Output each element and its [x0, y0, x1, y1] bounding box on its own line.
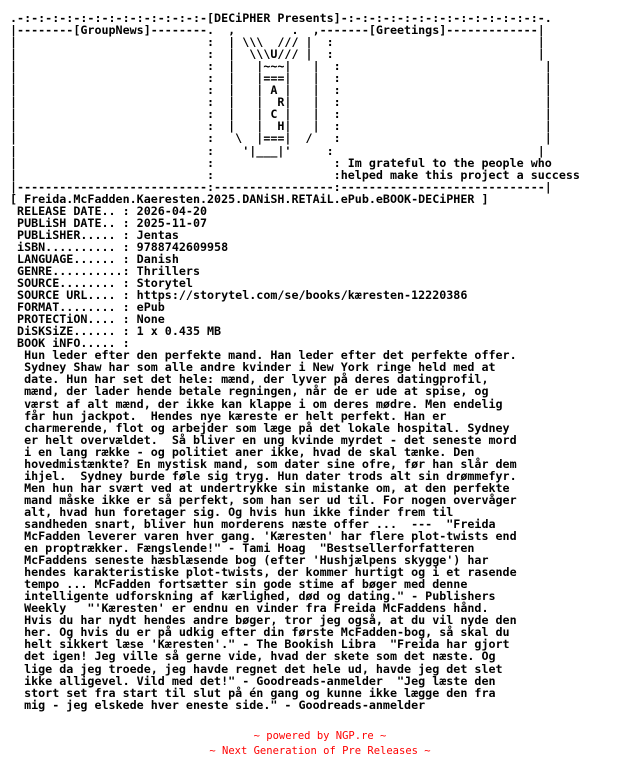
nfo-line: | : '|___|' : |: [10, 143, 545, 158]
nfo-line: DiSKSiZE...... : 1 x 0.435 MB: [10, 324, 222, 339]
nfo-line: får hun jackpot. Hendes nye kæreste er helt perfekt. Han er: [10, 408, 447, 423]
nfo-line: McFadden leverer varen hver gang. 'Kæresten' har flere plot-twists end: [10, 529, 517, 544]
nfo-line: Weekly "'Kæresten' er endnu en vinder fra Freida McFaddens hånd.: [10, 601, 489, 616]
nfo-line: intelligente udforskning af kærlighed, død og dating." - Publishers: [10, 589, 496, 604]
nfo-line: | : | | H| | : |: [10, 119, 552, 134]
nfo-line: charmerende, flot og arbejder som læge på det lokale hospital. Sydney: [10, 420, 510, 435]
nfo-line: |---------------------------:-----------------:-----------------------------|: [10, 179, 552, 194]
nfo-line: | : | \\\ /// | : |: [10, 35, 545, 50]
nfo-line: stort set fra start til slut på én gang og kunne ikke lægge den fra: [10, 685, 496, 700]
nfo-line: ikke alligevel. Vild med det!" - Goodreads-anmelder "Jeg læste den: [10, 673, 496, 688]
nfo-line: mig - jeg elskede hver eneste side." - Goodreads-anmelder: [10, 697, 426, 712]
nfo-line: GENRE..........: Thrillers: [10, 263, 200, 278]
nfo-line: McFaddens seneste hæsblæsende bog (efter 'Hushjælpens skygge') har: [10, 553, 489, 568]
nfo-line: Sydney Shaw har som alle andre kvinder i New York ringe held med at: [10, 360, 496, 375]
nfo-line: | : :helped make this project a success: [10, 167, 580, 182]
nfo-line: date. Hun har set det hele: mænd, der lyver på deres datingprofil,: [10, 372, 489, 387]
nfo-line: PUBLiSHER..... : Jentas: [10, 227, 179, 242]
nfo-line: | : : Im grateful to the people who: [10, 155, 552, 170]
nfo-line: | : | | C | | : |: [10, 107, 552, 122]
nfo-line: tempo ... McFadden fortsætter sin gode stime af bøger med denne: [10, 577, 468, 592]
nfo-line: i en lang række - og politiet aner ikke, hvad de skal tænke. Den: [10, 444, 475, 459]
nfo-line: SOURCE URL.... : https://storytel.com/se/books/kæresten-12220386: [10, 288, 468, 303]
nfo-line: | : | |~~~| | : |: [10, 59, 552, 74]
nfo-line: en proptrækker. Fængslende!" - Tami Hoag "Bestsellerforfatteren: [10, 541, 475, 556]
nfo-line: | : | | R| | : |: [10, 95, 552, 110]
nfo-text: [10, 12, 580, 711]
nfo-line: .-:-:-:-:-:-:-:-:-:-:-:-:-:-[DECiPHER Presents]-:-:-:-:-:-:-:-:-:-:-:-:-:-:-.: [10, 11, 552, 25]
nfo-line: her. Og hvis du er på udkig efter din første McFadden-bog, så skal du: [10, 625, 510, 640]
nfo-line: mand måske ikke er så perfekt, som han ser ud til. For nogen overvåger: [10, 492, 517, 507]
nfo-line: RELEASE DATE.. : 2026-04-20: [10, 203, 208, 218]
tagline-text: ~ Next Generation of Pre Releases ~: [209, 744, 431, 757]
nfo-line: [ Freida.McFadden.Kaeresten.2025.DANiSH.RETAiL.ePub.eBOOK-DECiPHER ]: [10, 191, 489, 206]
nfo-line: | : | |===| | : |: [10, 71, 552, 86]
nfo-line: værst af alt mænd, der ikke kan klappe i om deres mødre. Men endelig: [10, 396, 503, 411]
powered-by-text: ~ powered by NGP.re ~: [253, 730, 387, 742]
nfo-line: lige da jeg troede, jeg havde regnet det hele ud, havde jeg det slet: [10, 661, 503, 676]
nfo-line: Men hun har svært ved at undertrykke sin mistanke om, at den perfekte: [10, 480, 510, 495]
nfo-line: FORMAT........ : ePub: [10, 300, 165, 315]
nfo-line: PROTECTiON.... : None: [10, 312, 165, 327]
nfo-line: |--------[GroupNews]--------. , . ,-------[Greetings]-------------|: [10, 23, 545, 38]
nfo-line: | : \ |===| / : |: [10, 131, 552, 146]
nfo-line: sandheden snart, bliver hun morderens næste offer ... --- "Freida: [10, 516, 496, 531]
nfo-line: SOURCE........ : Storytel: [10, 276, 193, 291]
nfo-line: iSBN.......... : 9788742609958: [10, 239, 229, 254]
nfo-line: alt, hvad hun foretager sig. Og hvis hun ikke finder frem til: [10, 504, 454, 519]
nfo-line: PUBLiSH DATE.. : 2025-11-07: [10, 215, 208, 230]
nfo-line: er helt overvældet. Så bliver en ung kvinde myrdet - det seneste mord: [10, 432, 517, 447]
nfo-line: BOOK iNFO..... :: [10, 336, 130, 351]
footer: [0, 729, 640, 758]
nfo-line: | : | \\\U/// | : |: [10, 47, 545, 62]
nfo-line: ihjel. Sydney burde føle sig tryg. Hun dater trods alt sin drømmefyr.: [10, 468, 517, 483]
nfo-line: hendes karakteristiske plot-twists, der kommer hurtigt og i et rasende: [10, 565, 517, 580]
nfo-line: LANGUAGE...... : Danish: [10, 251, 179, 266]
nfo-line: Hun leder efter den perfekte mand. Han leder efter det perfekte offer.: [10, 348, 517, 363]
nfo-line: | : | | A | | : |: [10, 83, 552, 98]
nfo-line: hovedmistænkte? En mystisk mand, som dater sine ofre, før han slår dem: [10, 456, 517, 471]
nfo-line: Hvis du har nydt hendes andre bøger, tror jeg også, at du vil nyde den: [10, 613, 517, 628]
nfo-line: det igen! Jeg ville så gerne vide, hvad der skete som det næste. Og: [10, 649, 496, 664]
nfo-line: helt sikkert læse 'Kæresten'." - The Bookish Libra "Freida har gjort: [10, 637, 510, 652]
nfo-line: mænd, der lader hende betale regningen, når de er ude at spise, og: [10, 384, 489, 399]
